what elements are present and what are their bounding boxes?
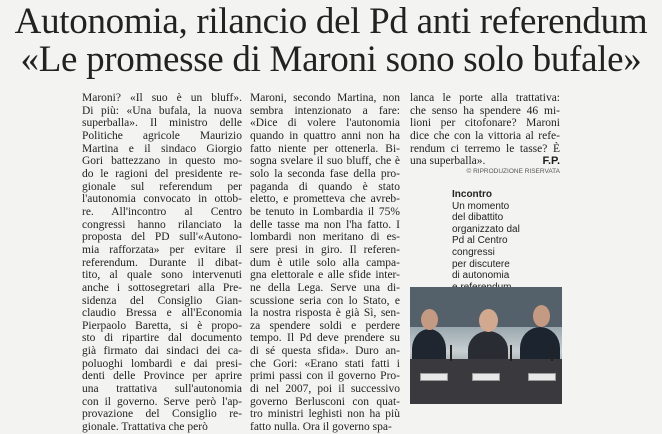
article-line: ne della Lega. Serve una di- bbox=[250, 281, 400, 294]
article-line: be tenuto in Lombardia il 75% bbox=[250, 205, 400, 218]
caption-line: di autonomia bbox=[452, 270, 510, 282]
name-plate bbox=[528, 373, 556, 381]
article-line: la nostra risposta è già Sì, sen- bbox=[250, 307, 400, 320]
article-line: una superballa». bbox=[410, 155, 486, 168]
article-line: provazione del Consiglio re- bbox=[82, 408, 242, 421]
article-line: Politiche agricole Maurizio bbox=[82, 129, 242, 142]
article-line: paganda di quando è stato bbox=[250, 180, 400, 193]
name-plate bbox=[420, 373, 448, 381]
article-line: claudio Bressa e all'Economia bbox=[82, 307, 242, 320]
article-line: scussione seria con lo Stato, e bbox=[250, 294, 400, 307]
article-line: lioni per citofonare? Maroni bbox=[410, 117, 560, 130]
article-line: poluoghi lombardi e dai presi- bbox=[82, 357, 242, 370]
copyright-notice: © RIPRODUZIONE RISERVATA bbox=[466, 168, 560, 175]
article-line: fatto nulla. Ora il governo spa- bbox=[250, 421, 392, 434]
article-line: sto di ripartire dal documento bbox=[82, 332, 242, 345]
photo-caption bbox=[452, 189, 562, 293]
photo-person-right-head bbox=[533, 305, 550, 327]
article-line: sogna svelare il suo bluff, che è bbox=[250, 155, 400, 168]
article-line: che Gori: «Erano stati fatti i bbox=[250, 357, 400, 370]
article-line: governo Berlusconi con quat- bbox=[250, 395, 400, 408]
article-line: superballa». Il ministro delle bbox=[82, 117, 242, 130]
caption-line: per discutere bbox=[452, 258, 510, 270]
caption-line: del dibattito bbox=[452, 212, 504, 224]
article-line: congressi hanno rilanciato la bbox=[82, 218, 242, 231]
caption-line: organizzato dal bbox=[452, 223, 520, 235]
article-line: Maroni? «Il suo è un bluff». bbox=[82, 92, 242, 104]
article-line: eletto, e prometteva che avreb- bbox=[250, 193, 400, 206]
article-line: quando in quattro anni non ha bbox=[250, 129, 400, 142]
article-line: gna elettorale e alle sfide inter- bbox=[250, 269, 400, 282]
article-line: una trattativa sull'autonomia bbox=[82, 383, 242, 396]
article-line: delle tasse ma non l'ha fatto. I bbox=[250, 218, 400, 231]
article-line: Gori battezzano in questo mo- bbox=[82, 155, 242, 168]
photo-person-left-head bbox=[421, 309, 438, 330]
microphone-icon bbox=[450, 345, 452, 361]
article-line: anche i sottosegretari alla Pre- bbox=[82, 281, 242, 294]
article-line: primi passi con il governo Pro- bbox=[250, 370, 400, 383]
headline-line-1: Autonomia, rilancio del Pd anti referendum bbox=[14, 1, 648, 42]
article-line: gionale sul referendum per bbox=[82, 180, 242, 193]
article-line: solo la seconda fase della pro- bbox=[250, 167, 400, 180]
article-line: fatto niente per ottenerla. Bi- bbox=[250, 142, 400, 155]
article-line: denti delle Province per aprire bbox=[82, 370, 242, 383]
article-line: referendum. Durante il dibat- bbox=[82, 256, 242, 269]
article-line: sembra intenzionato a fare: bbox=[250, 104, 400, 117]
article-line: lanca le porte alla trattativa: bbox=[410, 92, 560, 104]
article-line: che senso ha spendere 46 mi- bbox=[410, 104, 560, 117]
article-line: gionale. Trattativa che però bbox=[82, 421, 208, 434]
photo-table bbox=[410, 359, 562, 404]
article-line: già firmato dai sindaci dei ca- bbox=[82, 345, 242, 358]
caption-line: Un momento bbox=[452, 200, 510, 212]
article-line: sere presi in giro. Il referen- bbox=[250, 243, 400, 256]
article-column-1 bbox=[82, 92, 242, 434]
article-line: dum è utile solo alla campa- bbox=[250, 256, 400, 269]
article-line: l'autonomia convocato in ottob- bbox=[82, 193, 242, 206]
article-line: con il governo. Serve però l'ap- bbox=[82, 395, 242, 408]
article-line: Pierpaolo Baretta, si è propo- bbox=[82, 319, 242, 332]
article-line: za spendere soldi e perdere bbox=[250, 319, 400, 332]
article-line: proposta del PD sull'«Autono- bbox=[82, 231, 242, 244]
microphone-icon bbox=[551, 345, 553, 361]
caption-line: Pd al Centro bbox=[452, 235, 508, 247]
caption-line: congressi bbox=[452, 246, 495, 258]
article-line: dice che con la vittoria al refe- bbox=[410, 129, 560, 142]
article-column-2 bbox=[250, 92, 400, 434]
article-line: sidenza del Consiglio Gian- bbox=[82, 294, 242, 307]
name-plate bbox=[472, 373, 500, 381]
article-line: lombardi non meritano di es- bbox=[250, 231, 400, 244]
article-line: do le ragioni del presidente re- bbox=[82, 167, 242, 180]
article-line: rendum ci terremo le tasse? È bbox=[410, 142, 560, 155]
microphone-icon bbox=[510, 345, 512, 361]
debate-photo bbox=[410, 287, 562, 404]
author-byline: F.P. bbox=[542, 155, 560, 167]
article-line: tito, al quale sono intervenuti bbox=[82, 269, 242, 282]
article-line: re. All'incontro al Centro bbox=[82, 205, 242, 218]
article-line: «Dice di volere l'autonomia bbox=[250, 117, 400, 130]
article-line: tro ministri leghisti non ha più bbox=[250, 408, 400, 421]
article-line: di sé questa sfida». Duro an- bbox=[250, 345, 400, 358]
headline-line-2: «Le promesse di Maroni sono solo bufale» bbox=[20, 39, 642, 80]
article-line: Martina e il sindaco Giorgio bbox=[82, 142, 242, 155]
article-line: tempo. Il Pd deve prendere su bbox=[250, 332, 400, 345]
photo-person-center-head bbox=[479, 309, 498, 332]
caption-title: Incontro bbox=[452, 189, 492, 200]
article-line: mia rafforzata» per evitare il bbox=[82, 243, 242, 256]
article-line: Maroni, secondo Martina, non bbox=[250, 92, 400, 104]
article-line: Di più: «Una bufala, la nuova bbox=[82, 104, 242, 117]
article-line: di nel 2007, poi il successivo bbox=[250, 383, 400, 396]
